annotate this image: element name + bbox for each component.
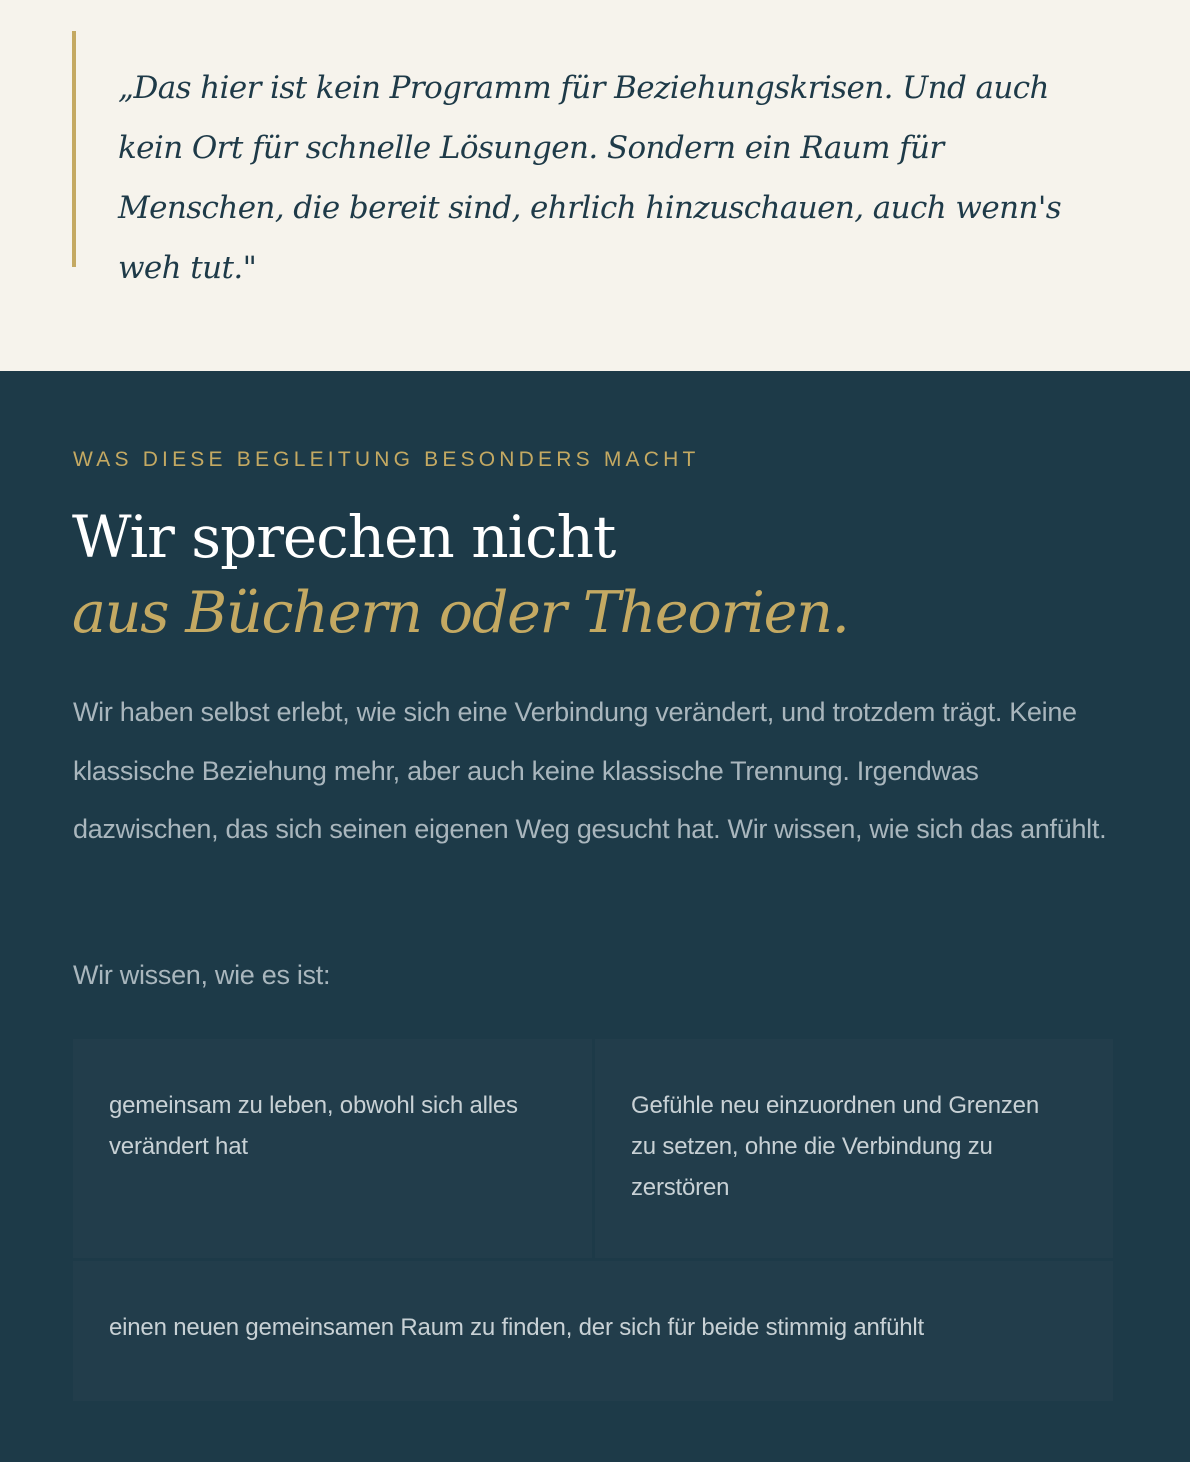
quote-section [0,0,1190,371]
section-headline [72,499,849,651]
list-intro-text: Wir wissen, wie es ist: [73,960,331,990]
experience-card [73,1261,1113,1401]
experience-card [595,1039,1113,1258]
experience-card-text: einen neuen gemeinsamen Raum zu finden, der sich für beide stimmig anfühlt [109,1314,925,1341]
quote-text: „Das hier ist kein Programm für Beziehungskrisen. Und auch kein Ort für schnelle Lösungen. Sondern ein Raum für Menschen, die bereit sind, ehrlich hinzuschauen, auch wenn's weh tut." [118,70,1062,286]
quote-accent-bar [72,31,76,267]
section-eyebrow: WAS DIESE BEGLEITUNG BESONDERS MACHT [73,448,700,471]
headline-line-1: Wir sprechen nicht [72,503,616,571]
experience-card-grid [73,1039,1113,1401]
experience-card [73,1039,592,1258]
experience-card-text: Gefühle neu einzuordnen und Grenzen zu setzen, ohne die Verbindung zu zerstören [631,1092,1039,1201]
experience-card-text: gemeinsam zu leben, obwohl sich alles verändert hat [109,1092,518,1160]
headline-line-2: aus Büchern oder Theorien. [72,580,849,646]
section-body-text: Wir haben selbst erlebt, wie sich eine Verbindung verändert, und trotzdem trägt. Keine klassische Beziehung mehr, aber auch keine klassische Trennung. Irgendwas dazwischen, das sich seinen eigenen Weg gesucht hat. Wir wissen, wie sich das anfühlt. [73,697,1107,844]
feature-section [0,371,1190,1462]
